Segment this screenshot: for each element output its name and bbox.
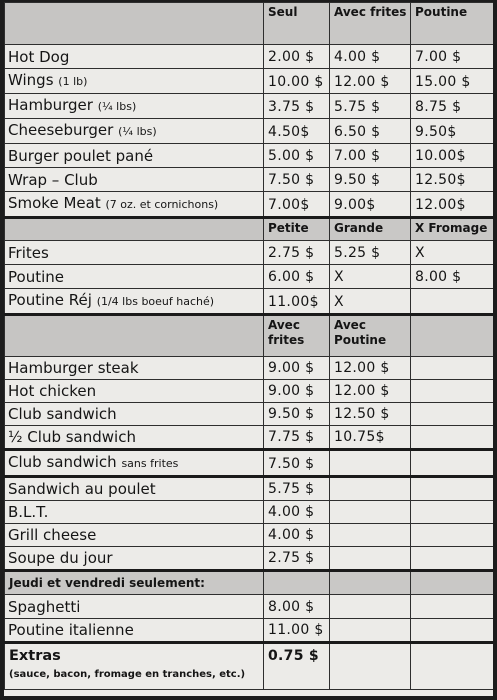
price-cell: 7.00$ (264, 192, 330, 218)
price-cell: 6.00 $ (264, 265, 330, 289)
column-header: Avec frites (330, 3, 411, 45)
menu-row-frites (5, 241, 494, 265)
price-cell: 11.00 $ (264, 619, 330, 643)
item-name: Smoke Meat (8, 194, 101, 212)
price-cell: 5.75 $ (264, 477, 330, 501)
price-cell: 9.00$ (330, 192, 411, 218)
price-cell: 5.00 $ (264, 144, 330, 168)
column-header (411, 315, 494, 357)
price-cell: 7.50 $ (264, 168, 330, 192)
menu-row-burger-poulet-pane (5, 144, 494, 168)
price-cell (411, 426, 494, 450)
item-name-cell (5, 69, 264, 94)
item-name-cell (5, 119, 264, 144)
price-cell: 11.00$ (264, 289, 330, 315)
price-cell: 10.00 $ (264, 69, 330, 94)
header-blank (330, 571, 411, 595)
menu-row-hot-dog (5, 45, 494, 69)
price-cell: 2.00 $ (264, 45, 330, 69)
price-cell: 3.75 $ (264, 94, 330, 119)
menu-row-cheeseburger (5, 119, 494, 144)
item-name-cell (5, 403, 264, 426)
item-name: B.L.T. (8, 503, 49, 521)
price-cell: 6.50 $ (330, 119, 411, 144)
price-cell: 12.50$ (411, 168, 494, 192)
price-cell (330, 595, 411, 619)
empty-cell (330, 643, 411, 690)
price-cell (411, 501, 494, 524)
price-cell: 9.50$ (411, 119, 494, 144)
price-cell: 7.00 $ (411, 45, 494, 69)
price-cell: 4.00 $ (264, 524, 330, 547)
price-cell (330, 619, 411, 643)
price-cell (330, 501, 411, 524)
header-blank (5, 315, 264, 357)
price-cell: 12.00 $ (330, 69, 411, 94)
price-cell: 9.50 $ (330, 168, 411, 192)
price-cell: 10.75$ (330, 426, 411, 450)
item-name: Club sandwich (8, 405, 117, 423)
menu-row-club-sandwich (5, 450, 494, 477)
item-name: Hot Dog (8, 48, 70, 66)
menu-row-hamburger-steak (5, 357, 494, 380)
header-blank (264, 571, 330, 595)
item-name: Hamburger steak (8, 359, 139, 377)
item-name-cell (5, 45, 264, 69)
header-blank (5, 218, 264, 241)
price-cell: 4.00 $ (264, 501, 330, 524)
item-name-cell (5, 595, 264, 619)
item-name-cell (5, 94, 264, 119)
price-cell: 2.75 $ (264, 547, 330, 571)
item-name: Spaghetti (8, 598, 81, 616)
menu-row-wings (5, 69, 494, 94)
extras-title: Extras (9, 648, 61, 664)
section2-header-row (5, 218, 494, 241)
price-cell: 5.25 $ (330, 241, 411, 265)
price-cell (330, 477, 411, 501)
price-cell: X (330, 265, 411, 289)
menu-row-soupe-du-jour (5, 547, 494, 571)
menu-row-poutine-italienne (5, 619, 494, 643)
price-cell: 8.00 $ (411, 265, 494, 289)
menu-row-spaghetti (5, 595, 494, 619)
price-cell: 8.00 $ (264, 595, 330, 619)
price-cell: 9.50 $ (264, 403, 330, 426)
extras-cell (5, 643, 264, 690)
menu-row-half-club-sandwich (5, 426, 494, 450)
item-name: Club sandwich (8, 453, 117, 471)
item-name-cell (5, 524, 264, 547)
price-cell (411, 357, 494, 380)
item-name: Frites (8, 244, 49, 262)
price-cell: 2.75 $ (264, 241, 330, 265)
special-days-row (5, 571, 494, 595)
price-cell (330, 524, 411, 547)
price-cell: 5.75 $ (330, 94, 411, 119)
menu-row-poutine (5, 265, 494, 289)
price-cell: 7.00 $ (330, 144, 411, 168)
menu-row-b-l-t (5, 501, 494, 524)
section3-header-row (5, 315, 494, 357)
item-name-cell (5, 380, 264, 403)
menu-row-grill-cheese (5, 524, 494, 547)
column-header: Avec Poutine (330, 315, 411, 357)
price-cell: 8.75 $ (411, 94, 494, 119)
price-cell (411, 289, 494, 315)
price-cell: 7.50 $ (264, 450, 330, 477)
item-name: Wrap – Club (8, 171, 98, 189)
price-cell: 4.50$ (264, 119, 330, 144)
item-note: (1 lb) (58, 75, 88, 88)
item-name: Poutine Réj (8, 291, 92, 309)
menu-row-club-sandwich (5, 403, 494, 426)
menu-table (4, 2, 493, 690)
price-cell: 10.00$ (411, 144, 494, 168)
column-header: Seul (264, 3, 330, 45)
item-name: Cheeseburger (8, 121, 114, 139)
item-name-cell (5, 289, 264, 315)
column-header: Poutine (411, 3, 494, 45)
price-cell (411, 547, 494, 571)
item-name: Hot chicken (8, 382, 97, 400)
menu-row-hamburger (5, 94, 494, 119)
item-name: Burger poulet pané (8, 147, 154, 165)
item-name: Grill cheese (8, 526, 97, 544)
item-name-cell (5, 144, 264, 168)
price-cell: 7.75 $ (264, 426, 330, 450)
price-cell: 9.00 $ (264, 380, 330, 403)
item-note: (7 oz. et cornichons) (105, 198, 219, 211)
item-name-cell (5, 426, 264, 450)
item-note: (¼ lbs) (97, 100, 137, 113)
item-name-cell (5, 192, 264, 218)
item-name-cell (5, 547, 264, 571)
price-cell: 12.50 $ (330, 403, 411, 426)
item-name-cell (5, 450, 264, 477)
item-name: Poutine (8, 268, 64, 286)
menu-row-sandwich-au-poulet (5, 477, 494, 501)
column-header: Avec frites (264, 315, 330, 357)
item-name-cell (5, 501, 264, 524)
menu-row-smoke-meat (5, 192, 494, 218)
special-days-title: Jeudi et vendredi seulement: (5, 571, 264, 595)
item-name-cell (5, 477, 264, 501)
item-note: sans frites (121, 457, 179, 470)
empty-cell (411, 643, 494, 690)
item-name: Soupe du jour (8, 549, 113, 567)
column-header: Grande (330, 218, 411, 241)
item-name-cell (5, 357, 264, 380)
item-name: Wings (8, 71, 54, 89)
price-cell (411, 403, 494, 426)
item-name-cell (5, 619, 264, 643)
item-name: Poutine italienne (8, 621, 134, 639)
price-cell: 12.00 $ (330, 380, 411, 403)
header-blank (411, 571, 494, 595)
header-blank (5, 3, 264, 45)
column-header: Petite (264, 218, 330, 241)
price-cell: X (330, 289, 411, 315)
item-name: Hamburger (8, 96, 93, 114)
item-note: (¼ lbs) (118, 125, 157, 138)
price-cell (411, 380, 494, 403)
menu-sheet (4, 2, 493, 696)
price-cell (330, 547, 411, 571)
price-cell: 9.00 $ (264, 357, 330, 380)
extras-note: (sauce, bacon, fromage en tranches, etc.) (9, 669, 246, 680)
price-cell: 15.00 $ (411, 69, 494, 94)
price-cell (411, 619, 494, 643)
price-cell: 4.00 $ (330, 45, 411, 69)
price-cell (411, 477, 494, 501)
item-name-cell (5, 241, 264, 265)
column-header: X Fromage (411, 218, 494, 241)
item-name: Sandwich au poulet (8, 480, 156, 498)
price-cell: 12.00$ (411, 192, 494, 218)
item-name-cell (5, 168, 264, 192)
item-note: (1/4 lbs boeuf haché) (96, 295, 215, 308)
item-name-cell (5, 265, 264, 289)
menu-row-wrap-club (5, 168, 494, 192)
price-cell (411, 450, 494, 477)
menu-row-hot-chicken (5, 380, 494, 403)
price-cell (411, 595, 494, 619)
price-cell: X (411, 241, 494, 265)
menu-row-poutine-rej (5, 289, 494, 315)
price-cell (411, 524, 494, 547)
extras-row (5, 643, 494, 690)
price-cell (330, 450, 411, 477)
section1-header-row (5, 3, 494, 45)
price-cell: 12.00 $ (330, 357, 411, 380)
item-name: ½ Club sandwich (8, 428, 136, 446)
extras-price: 0.75 $ (264, 643, 330, 690)
